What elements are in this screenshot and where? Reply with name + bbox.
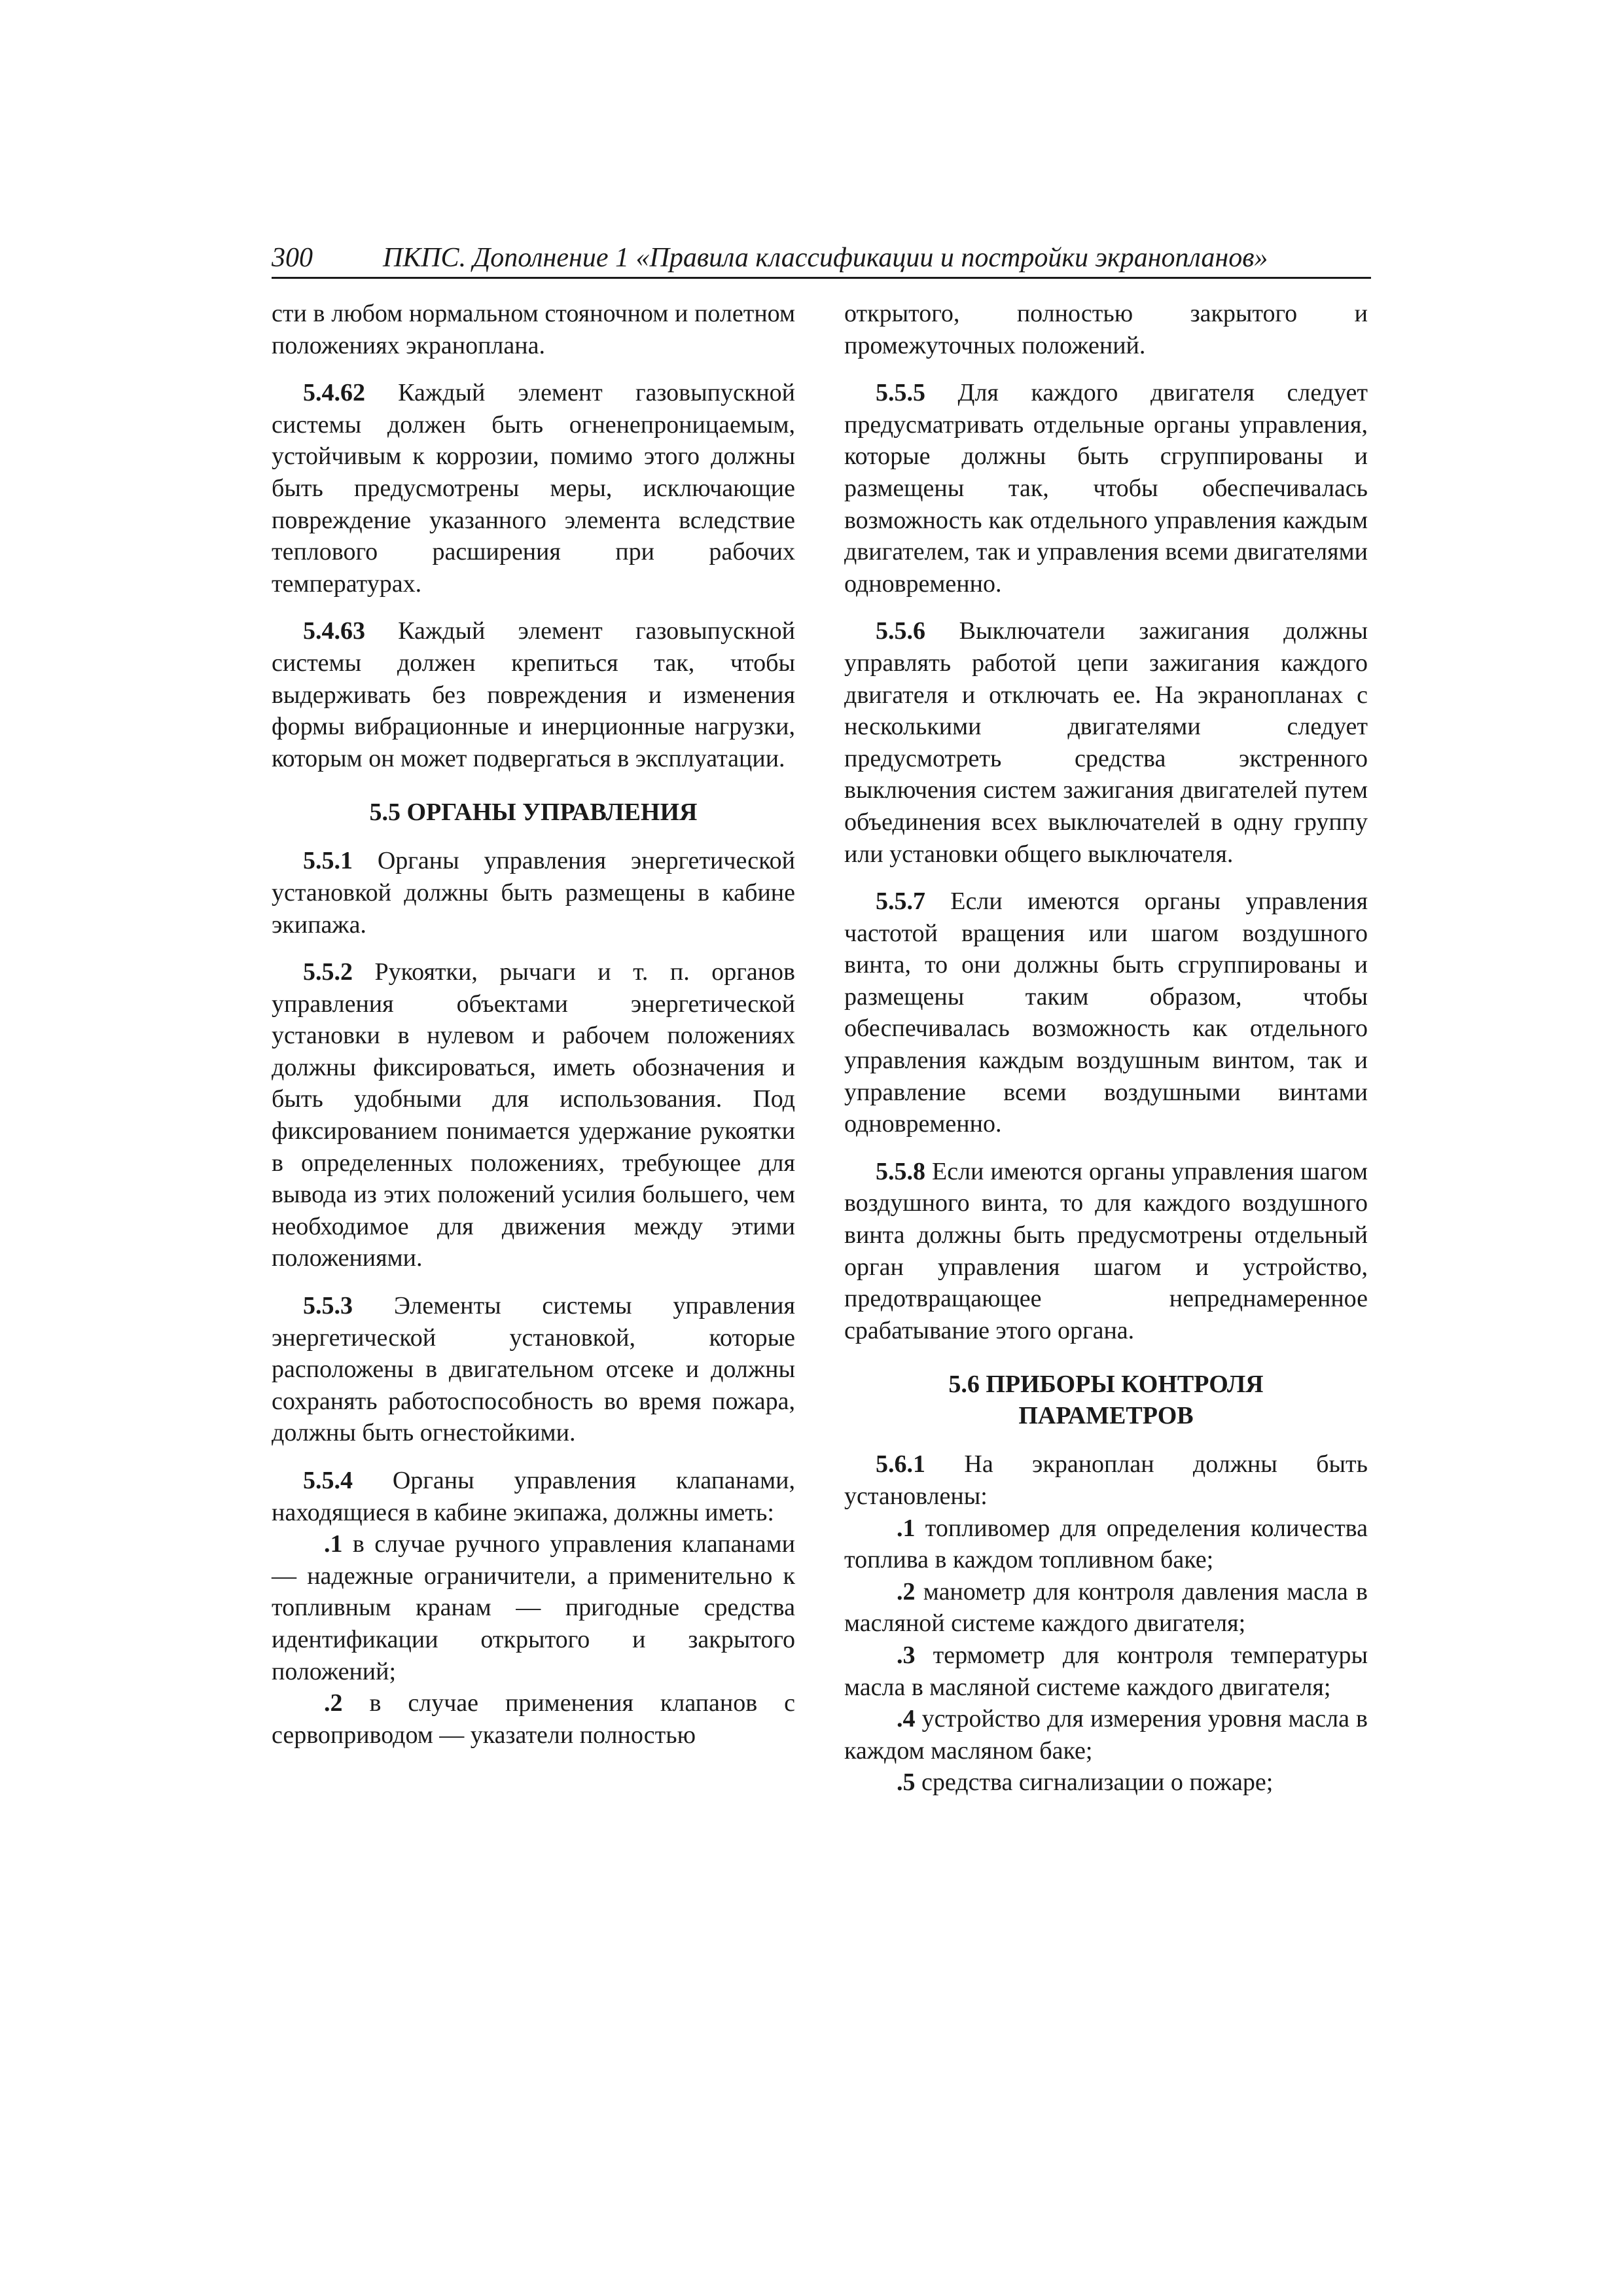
paragraph-text: сти в любом нормальном стояночном и полетном положениях экраноплана. [272, 300, 795, 359]
clause-number: 5.4.62 [303, 379, 365, 407]
paragraph-5-4-63 [272, 615, 795, 774]
list-item-5-6-1-4 [844, 1703, 1368, 1767]
paragraph-5-5-1 [272, 845, 795, 941]
paragraph-5-4-62 [272, 377, 795, 600]
list-item-5-6-1-1 [844, 1513, 1368, 1576]
item-text: манометр для контроля давления масла в масляной системе каждого двигателя; [844, 1577, 1368, 1638]
running-title: ПКПС. Дополнение 1 «Правила классификации и постройки экранопланов» [383, 243, 1268, 273]
section-heading-line: 5.6 ПРИБОРЫ КОНТРОЛЯ [948, 1371, 1264, 1399]
clause-number: 5.6.1 [876, 1450, 925, 1479]
paragraph-5-5-7 [844, 886, 1368, 1140]
section-heading-5-6 [844, 1369, 1368, 1431]
item-text: в случае ручного управления клапанами — надежные ограничители, а применительно к топливным кранам — пригодные средства идентификации открытого и закрытого положений; [272, 1530, 795, 1685]
item-text: в случае применения клапанов с сервоприводом — указатели полностью [272, 1689, 795, 1749]
item-number: .2 [324, 1689, 343, 1717]
paragraph-text: Если имеются органы управления частотой вращения или шагом воздушного винта, то они должны быть сгруппированы и размещены таким образом, чтобы обеспечивалась возможность как отдельного управления каждым воздушным винтом, так и управление всеми воздушными винтами одновременно. [844, 888, 1368, 1138]
item-number: .1 [897, 1514, 916, 1542]
paragraph-text: Выключатели зажигания должны управлять работой цепи зажигания каждого двигателя и отключать ее. На экранопланах с несколькими двигателями следует предусмотреть средства экстренного выключения систем зажигания двигателей путем объединения всех выключателей в одну группу или установки общего выключателя. [844, 617, 1368, 868]
clause-number: 5.5.3 [303, 1292, 353, 1320]
paragraph-text: Для каждого двигателя следует предусматривать отдельные органы управления, которые должны быть сгруппированы и размещены так, чтобы обеспечивалась возможность как отдельного управления каждым двигателем, так и управления всеми двигателями одновременно. [844, 379, 1368, 598]
item-number: .2 [897, 1577, 916, 1605]
item-number: .3 [897, 1641, 916, 1669]
paragraph-5-5-4 [272, 1465, 795, 1528]
paragraph-text: Если имеются органы управления шагом воздушного винта, то для каждого воздушного винта должны быть предусмотрены отдельный орган управления шагом и устройство, предотвращающее непреднамеренное срабатывание этого органа. [844, 1157, 1368, 1344]
clause-number: 5.5.5 [876, 379, 925, 407]
paragraph-5-6-1 [844, 1448, 1368, 1512]
paragraph-text: Органы управления энергетической установкой должны быть размещены в кабине экипажа. [272, 847, 795, 939]
paragraph-text: Рукоятки, рычаги и т. п. органов управления объектами энергетической установки в нулевом и рабочем положениях должны фиксироваться, иметь обозначения и быть удобными для использования. Под фиксированием понимается удержание рукоятки в определенных положениях, требующее для вывода из этих положений усилия большего, чем необходимое для движения между этими положениями. [272, 958, 795, 1272]
paragraph-5-5-3 [272, 1290, 795, 1449]
item-text: топливомер для определения количества топлива в каждом топливном баке; [844, 1514, 1368, 1574]
right-column [844, 298, 1368, 1799]
item-text: термометр для контроля температуры масла в масляной системе каждого двигателя; [844, 1641, 1368, 1701]
section-heading-line: ПАРАМЕТРОВ [1018, 1402, 1194, 1430]
paragraph-text: Каждый элемент газовыпускной системы должен крепиться так, чтобы выдерживать без повреждения и изменения формы вибрационные и инерционные нагрузки, которым он может подвергаться в эксплуатации. [272, 617, 795, 772]
paragraph-5-5-8 [844, 1156, 1368, 1347]
item-number: .4 [897, 1705, 916, 1733]
left-column [272, 298, 795, 1751]
item-text: средства сигнализации о пожаре; [915, 1768, 1274, 1797]
page-number: 300 [272, 243, 313, 273]
paragraph-continuation [844, 298, 1368, 361]
clause-number: 5.5.8 [876, 1157, 925, 1185]
paragraph-text: открытого, полностью закрытого и промежуточных положений. [844, 300, 1368, 359]
clause-number: 5.5.2 [303, 958, 353, 986]
paragraph-5-5-2 [272, 956, 795, 1274]
list-item-5-6-1-2 [844, 1576, 1368, 1640]
section-heading-5-5: 5.5 ОРГАНЫ УПРАВЛЕНИЯ [369, 798, 698, 827]
list-item-5-6-1-3 [844, 1640, 1368, 1703]
list-item-5-5-4-1 [272, 1528, 795, 1687]
paragraph-text: Элементы системы управления энергетической установкой, которые расположены в двигательном отсеке и должны сохранять работоспособность во время пожара, должны быть огнестойкими. [272, 1292, 795, 1447]
list-item-5-6-1-5 [844, 1767, 1368, 1799]
clause-number: 5.4.63 [303, 617, 365, 645]
clause-number: 5.5.4 [303, 1467, 353, 1494]
item-number: .1 [324, 1530, 343, 1558]
paragraph-5-5-5 [844, 377, 1368, 600]
paragraph-5-5-6 [844, 615, 1368, 870]
item-number: .5 [897, 1768, 916, 1797]
paragraph-text: На экраноплан должны быть установлены: [844, 1450, 1368, 1510]
clause-number: 5.5.7 [876, 888, 925, 916]
paragraph-continuation [272, 298, 795, 361]
running-header [272, 239, 1371, 279]
item-text: устройство для измерения уровня масла в каждом масляном баке; [844, 1705, 1368, 1765]
paragraph-text: Каждый элемент газовыпускной системы должен быть огненепроницаемым, устойчивым к коррозии, помимо этого должны быть предусмотрены меры, исключающие повреждение указанного элемента вследствие теплового расширения при рабочих температурах. [272, 379, 795, 598]
paragraph-text: Органы управления клапанами, находящиеся в кабине экипажа, должны иметь: [272, 1467, 795, 1526]
list-item-5-5-4-2 [272, 1687, 795, 1751]
clause-number: 5.5.6 [876, 617, 925, 645]
clause-number: 5.5.1 [303, 847, 353, 875]
